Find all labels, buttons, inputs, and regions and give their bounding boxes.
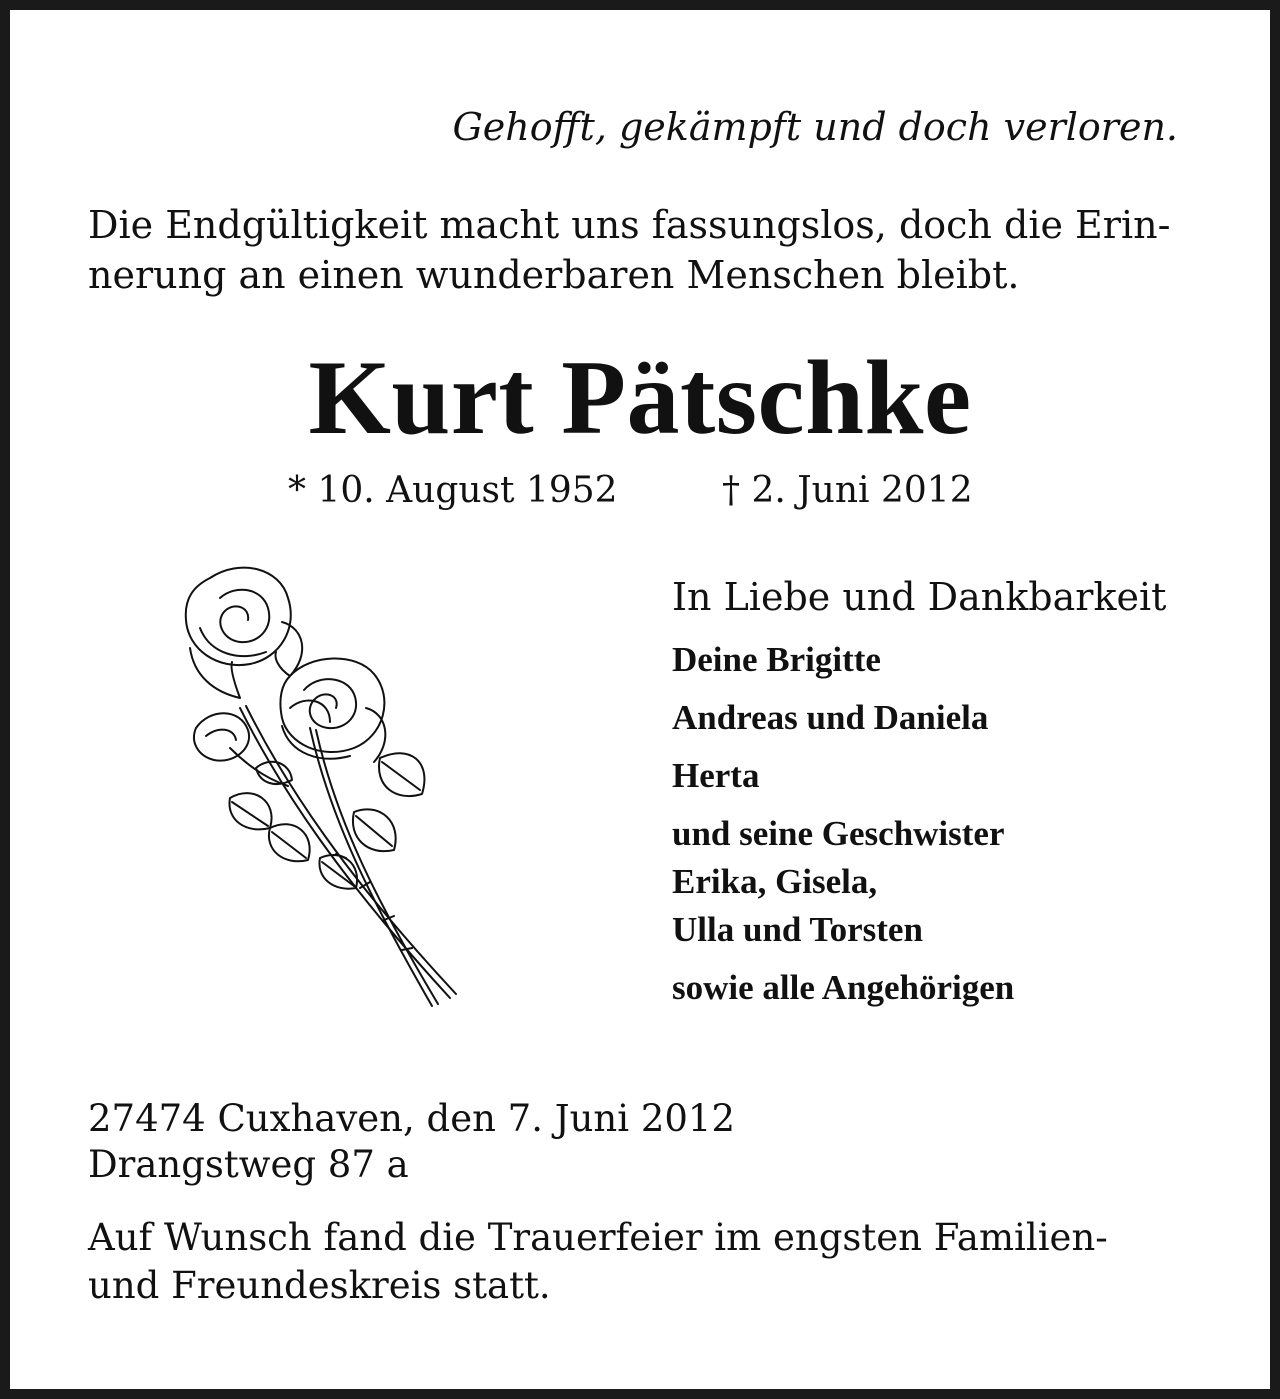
roses-icon: [170, 558, 470, 1018]
mourner-name: und seine Geschwister: [672, 814, 1005, 853]
motto: Gehofft, gekämpft und doch verloren.: [452, 105, 1178, 149]
address-block: [88, 1096, 735, 1188]
street-address: Drangstweg 87 a: [88, 1143, 409, 1186]
mourner-name: sowie alle Angehörigen: [672, 968, 1015, 1007]
funeral-notice: [88, 1214, 1108, 1310]
birth-date: * 10. August 1952: [288, 470, 618, 511]
notice-line: Auf Wunsch fand die Trauerfeier im engsten Familien-: [88, 1216, 1108, 1259]
mourners-block: [672, 574, 1166, 1012]
deceased-name: Kurt Pätschke: [308, 339, 972, 456]
intro-text: [88, 200, 1170, 300]
intro-line: nerung an einen wunderbaren Menschen bleibt.: [88, 253, 1020, 297]
place-date: 27474 Cuxhaven, den 7. Juni 2012: [88, 1097, 735, 1140]
mourner-name: Deine Brigitte: [672, 640, 881, 679]
mourner-name: Ulla und Torsten: [672, 910, 923, 949]
mourner-name: Andreas und Daniela: [672, 698, 989, 737]
mourners-heading: In Liebe und Dankbarkeit: [672, 575, 1167, 619]
mourners-list: [672, 636, 1166, 1012]
mourner-name: Erika, Gisela,: [672, 862, 878, 901]
notice-line: und Freundeskreis statt.: [88, 1264, 551, 1307]
intro-line: Die Endgültigkeit macht uns fassungslos, doch die Erin-: [88, 203, 1171, 247]
death-date: † 2. Juni 2012: [722, 470, 973, 511]
mourner-name: Herta: [672, 756, 760, 795]
